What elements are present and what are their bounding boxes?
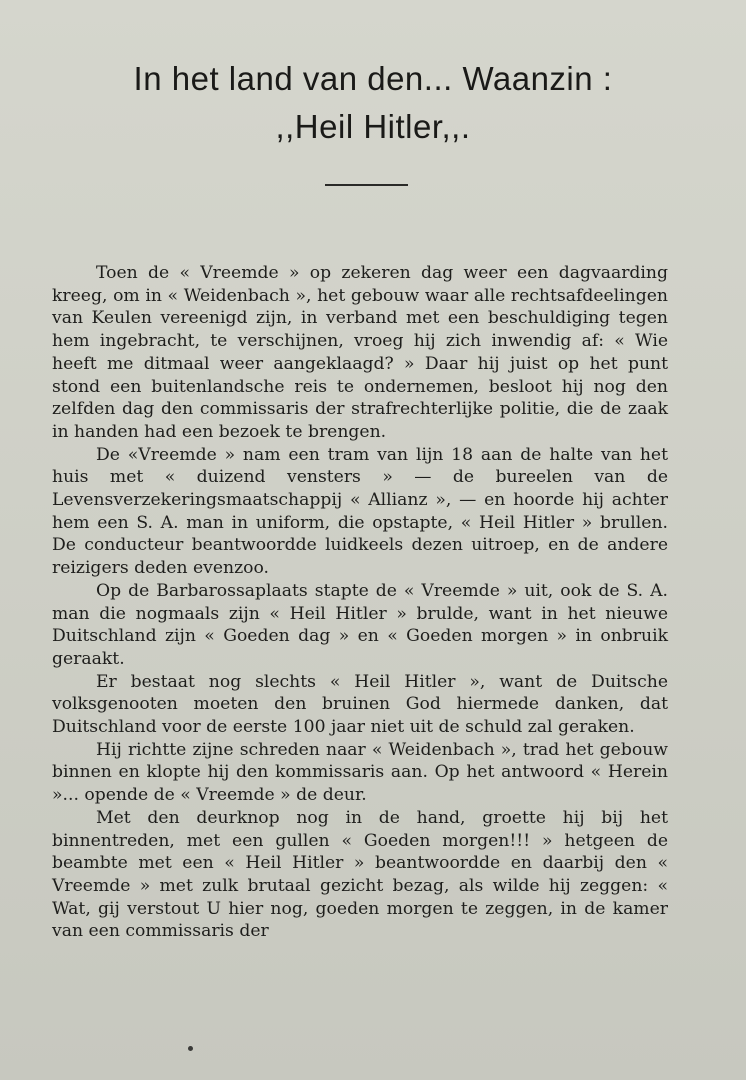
paragraph: Met den deurknop nog in de hand, groette hij bij het binnentreden, met een gullen « Goeden morgen!!! » hetgeen de beambte met een « Heil Hitler » beantwoordde en daarbij den « Vreemde » met zulk brutaal gezicht bezag, als wilde hij zeggen: « Wat, gij verstout U hier nog, goeden morgen te zeggen, in de kamer van een commissaris der [52,807,668,942]
paragraph: Toen de « Vreemde » op zekeren dag weer een dagvaarding kreeg, om in « Weidenbach », het gebouw waar alle rechtsafdeelingen van Keulen vereenigd zijn, in verband met een beschuldiging tegen hem ingebracht, te verschijnen, vroeg hij zich inwendig af: « Wie heeft me ditmaal weer aangeklaagd? » Daar hij juist op het punt stond een buitenlandsche reis te ondernemen, besloot hij nog den zelfden dag den commissaris der strafrechterlijke politie, die de zaak in handen had een bezoek te brengen. [52,263,668,442]
ink-dot [188,1046,193,1051]
paragraph: Op de Barbarossaplaats stapte de « Vreemde » uit, ook de S. A. man die nogmaals zijn « Heil Hitler » brulde, want in het nieuwe Duitschland zijn « Goeden dag » en « Goeden morgen » in onbruik geraakt. [52,580,668,669]
title-divider [325,184,408,186]
chapter-title-line-1: In het land van den... Waanzin : [133,60,613,97]
body-text [52,262,668,943]
chapter-title-line-2: ,,Heil Hitler,,. [275,108,471,145]
paragraph: Hij richtte zijne schreden naar « Weidenbach », trad het gebouw binnen en klopte hij den kommissaris aan. Op het antwoord « Herein »... opende de « Vreemde » de deur. [52,739,668,806]
paragraph: Er bestaat nog slechts « Heil Hitler », want de Duitsche volksgenooten moeten den bruinen God hiermede danken, dat Duitschland voor de eerste 100 jaar niet uit de schuld zal geraken. [52,671,668,738]
paragraph: De «Vreemde » nam een tram van lijn 18 aan de halte van het huis met « duizend vensters » — de bureelen van de Levensverzekeringsmaatschappij « Allianz », — en hoorde hij achter hem een S. A. man in uniform, die opstapte, « Heil Hitler » brullen. De conducteur beantwoordde luidkeels dezen uitroep, en de andere reizigers deden evenzoo. [52,444,668,579]
